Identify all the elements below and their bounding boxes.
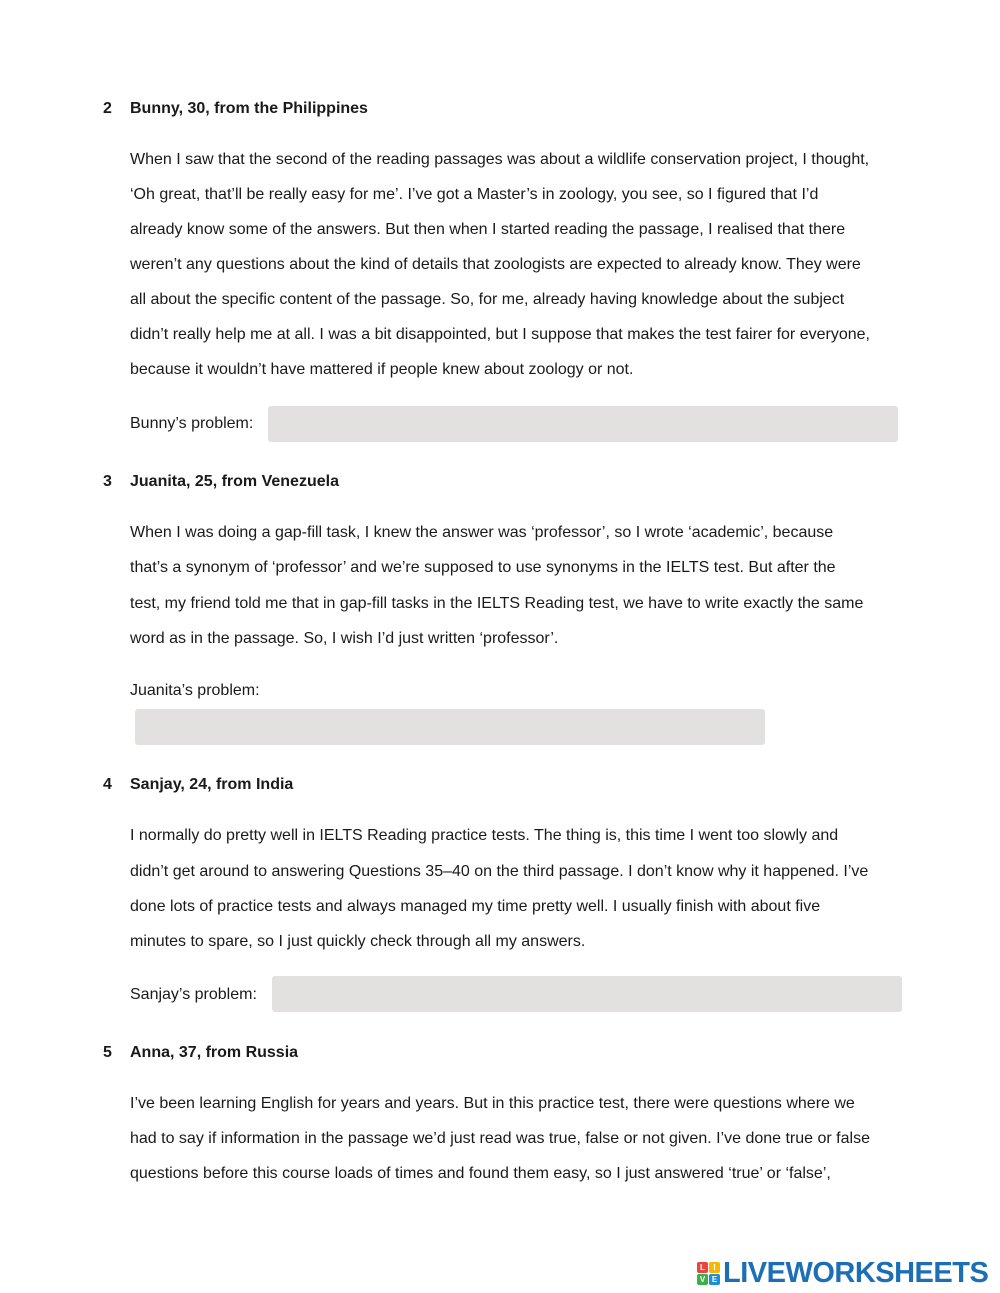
paragraph-line: I normally do pretty well in IELTS Reading practice tests. The thing is, this time I went too slowly and — [130, 827, 839, 844]
paragraph-line: didn’t get around to answering Questions 35–40 on the third passage. I don’t know why it happened. I’ve — [130, 863, 869, 880]
paragraph-line: minutes to spare, so I just quickly check through all my answers. — [130, 933, 586, 950]
paragraph-line: didn’t really help me at all. I was a bit disappointed, but I suppose that makes the test fairer for everyone, — [130, 326, 870, 343]
paragraph-line: test, my friend told me that in gap-fill tasks in the IELTS Reading test, we have to write exactly the same — [130, 595, 864, 612]
sanjay-problem-input[interactable] — [272, 976, 902, 1012]
section-title: Bunny, 30, from the Philippines — [130, 100, 368, 117]
logo-letter: I — [709, 1262, 720, 1273]
paragraph-line: that’s a synonym of ‘professor’ and we’re supposed to use synonyms in the IELTS test. But after the — [130, 559, 836, 576]
paragraph-line: all about the specific content of the passage. So, for me, already having knowledge about the subject — [130, 291, 845, 308]
section-number: 5 — [103, 1044, 112, 1061]
paragraph-line: done lots of practice tests and always managed my time pretty well. I usually finish with about five — [130, 898, 821, 915]
logo-letter: V — [697, 1274, 708, 1285]
paragraph-line: already know some of the answers. But then when I started reading the passage, I realised that there — [130, 221, 846, 238]
section-title: Juanita, 25, from Venezuela — [130, 473, 339, 490]
paragraph-line: weren’t any questions about the kind of details that zoologists are expected to already know. They were — [130, 256, 861, 273]
bunny-problem-input[interactable] — [268, 406, 898, 442]
paragraph-line: because it wouldn’t have mattered if people knew about zoology or not. — [130, 361, 634, 378]
sanjay-problem-label: Sanjay’s problem: — [130, 986, 257, 1003]
section-number: 4 — [103, 776, 112, 793]
section-title: Sanjay, 24, from India — [130, 776, 294, 793]
liveworksheets-logo-text: LIVEWORKSHEETS — [723, 1257, 989, 1289]
juanita-problem-label: Juanita’s problem: — [130, 682, 260, 699]
juanita-problem-input[interactable] — [135, 709, 765, 745]
paragraph-line: had to say if information in the passage we’d just read was true, false or not given. I’ve done true or false — [130, 1130, 870, 1147]
section-number: 3 — [103, 473, 112, 490]
liveworksheets-logo-icon — [697, 1262, 721, 1286]
paragraph-line: When I was doing a gap-fill task, I knew the answer was ‘professor’, so I wrote ‘academic’, because — [130, 524, 834, 541]
paragraph-line: ‘Oh great, that’ll be really easy for me’. I’ve got a Master’s in zoology, you see, so I figured that I’d — [130, 186, 819, 203]
paragraph-line: When I saw that the second of the reading passages was about a wildlife conservation project, I thought, — [130, 151, 870, 168]
bunny-problem-label: Bunny’s problem: — [130, 415, 254, 432]
paragraph-line: questions before this course loads of times and found them easy, so I just answered ‘true’ or ‘false’, — [130, 1165, 831, 1182]
section-number: 2 — [103, 100, 112, 117]
liveworksheets-logo — [697, 1256, 997, 1288]
section-title: Anna, 37, from Russia — [130, 1044, 299, 1061]
logo-letter: E — [709, 1274, 720, 1285]
paragraph-line: I’ve been learning English for years and years. But in this practice test, there were questions where we — [130, 1095, 855, 1112]
paragraph-line: word as in the passage. So, I wish I’d just written ‘professor’. — [130, 630, 559, 647]
logo-letter: L — [697, 1262, 708, 1273]
